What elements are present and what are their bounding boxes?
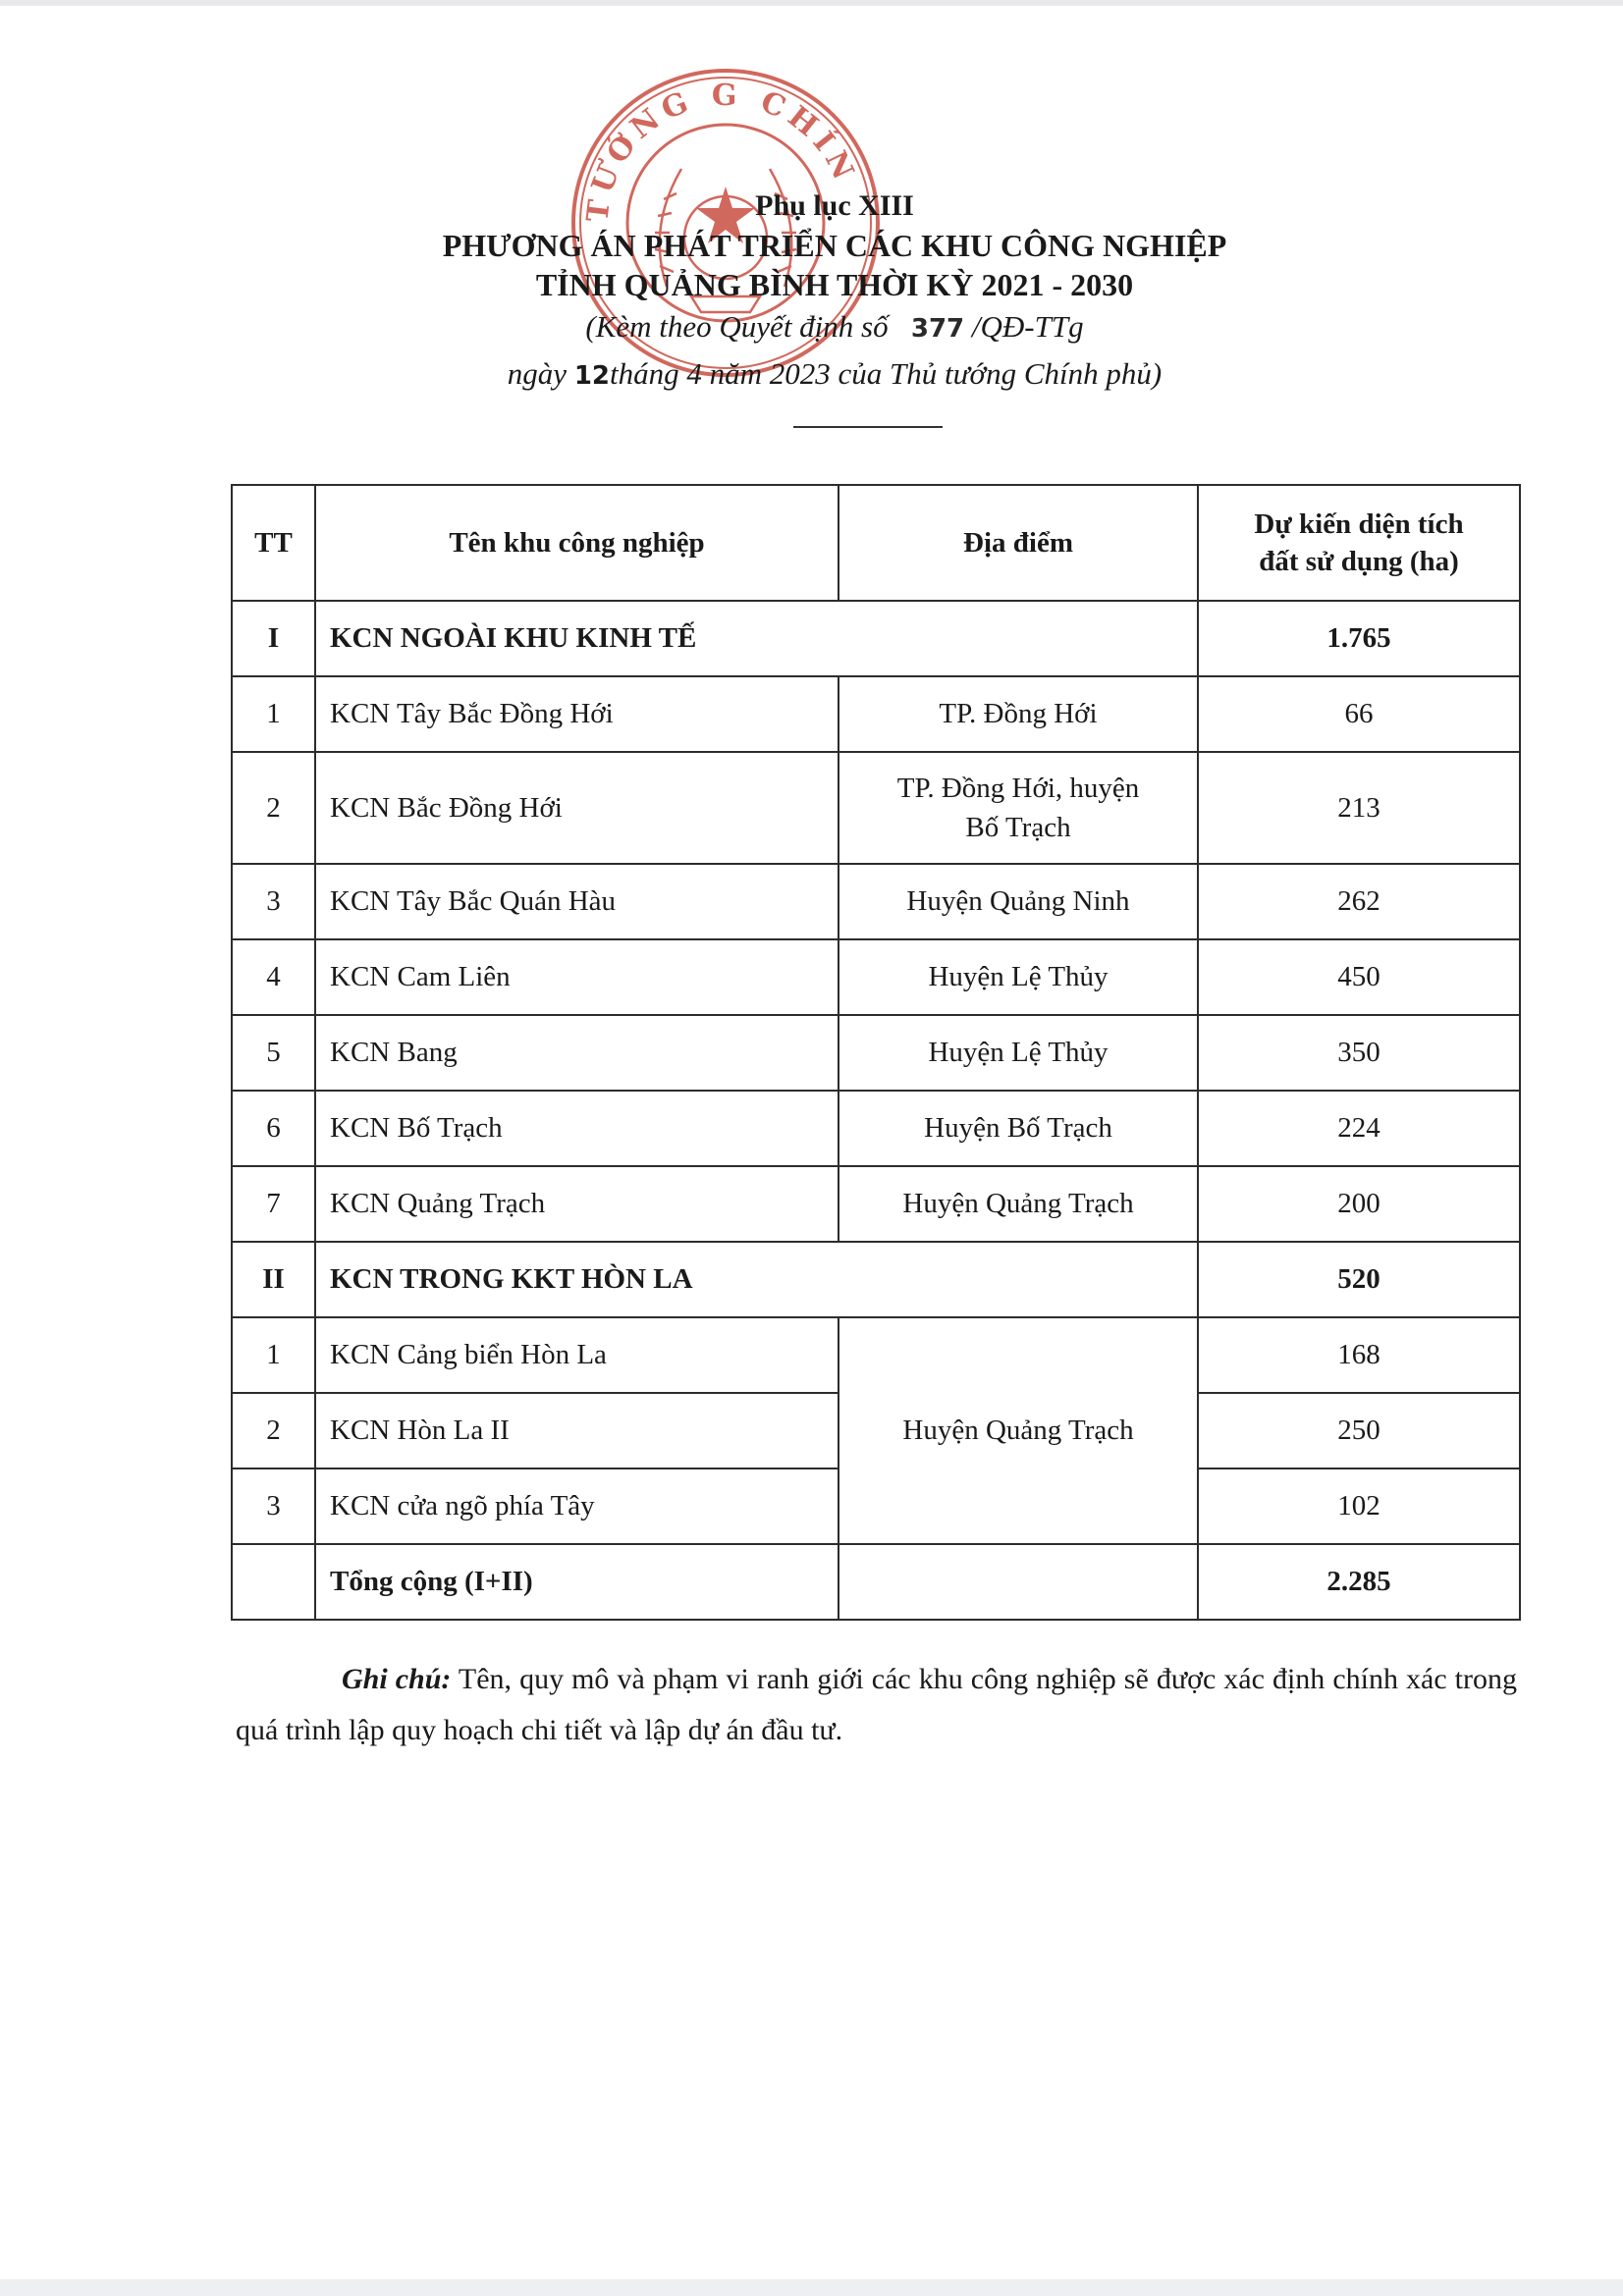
column-header-location: Địa điểm (839, 485, 1198, 601)
row-area: 350 (1198, 1015, 1520, 1091)
table-row (232, 1166, 1520, 1242)
scan-top-edge (0, 0, 1623, 6)
row-area: 224 (1198, 1091, 1520, 1166)
decree-number: 377 (910, 314, 965, 344)
row-location-line2: Bố Trạch (965, 812, 1071, 843)
group-area: 1.765 (1198, 601, 1520, 676)
row-area: 102 (1198, 1468, 1520, 1544)
row-location-line1: TP. Đồng Hới, huyện (896, 773, 1140, 804)
row-location: Huyện Bố Trạch (839, 1091, 1198, 1166)
group-name: KCN NGOÀI KHU KINH TẾ (315, 601, 1198, 676)
row-tt: 3 (232, 864, 315, 939)
total-row (232, 1544, 1520, 1620)
row-name: KCN Bắc Đồng Hới (315, 752, 839, 864)
table-row (232, 676, 1520, 752)
table-row (232, 1091, 1520, 1166)
merged-location: Huyện Quảng Trạch (839, 1317, 1198, 1544)
row-tt: 7 (232, 1166, 315, 1242)
group-name: KCN TRONG KKT HÒN LA (315, 1242, 1198, 1317)
row-area: 450 (1198, 939, 1520, 1015)
group-row (232, 601, 1520, 676)
date-prefix: ngày (507, 356, 568, 391)
row-name: KCN Cảng biển Hòn La (315, 1317, 839, 1393)
table-row (232, 752, 1520, 864)
table-row (232, 864, 1520, 939)
row-area: 213 (1198, 752, 1520, 864)
row-tt: 3 (232, 1468, 315, 1544)
row-location: Huyện Lệ Thủy (839, 939, 1198, 1015)
total-area: 2.285 (1198, 1544, 1520, 1620)
column-header-area-line1: Dự kiến diện tích (1254, 508, 1464, 540)
header-divider (793, 426, 943, 428)
table-header-row (232, 485, 1520, 601)
group-area: 520 (1198, 1242, 1520, 1317)
row-tt: 2 (232, 1393, 315, 1468)
row-tt: 5 (232, 1015, 315, 1091)
row-location: Huyện Quảng Trạch (839, 1166, 1198, 1242)
group-row (232, 1242, 1520, 1317)
date-day: 12 (573, 361, 610, 391)
seal-text: TƯỚNG G CHÍN (580, 78, 863, 224)
table-row (232, 1317, 1520, 1393)
table-row (232, 1015, 1520, 1091)
column-header-tt: TT (232, 485, 315, 601)
row-name: KCN Tây Bắc Đồng Hới (315, 676, 839, 752)
row-name: KCN Hòn La II (315, 1393, 839, 1468)
row-location (839, 752, 1198, 864)
column-header-area (1198, 485, 1520, 601)
group-tt: I (232, 601, 315, 676)
decree-date (295, 351, 1375, 399)
row-tt: 1 (232, 676, 315, 752)
row-tt: 1 (232, 1317, 315, 1393)
row-tt: 4 (232, 939, 315, 1015)
row-area: 168 (1198, 1317, 1520, 1393)
group-tt: II (232, 1242, 315, 1317)
row-location: TP. Đồng Hới (839, 676, 1198, 752)
row-location: Huyện Lệ Thủy (839, 1015, 1198, 1091)
column-header-name: Tên khu công nghiệp (315, 485, 839, 601)
decree-prefix: (Kèm theo Quyết định số (585, 309, 889, 344)
row-area: 262 (1198, 864, 1520, 939)
row-name: KCN Bang (315, 1015, 839, 1091)
total-label: Tổng cộng (I+II) (315, 1544, 839, 1620)
total-tt (232, 1544, 315, 1620)
row-name: KCN Quảng Trạch (315, 1166, 839, 1242)
row-name: KCN Cam Liên (315, 939, 839, 1015)
decree-suffix: /QĐ-TTg (971, 309, 1084, 344)
row-tt: 6 (232, 1091, 315, 1166)
row-name: KCN Tây Bắc Quán Hàu (315, 864, 839, 939)
decree-reference (295, 304, 1375, 351)
date-suffix: tháng 4 năm 2023 của Thủ tướng Chính phủ) (610, 356, 1163, 391)
row-name: KCN cửa ngõ phía Tây (315, 1468, 839, 1544)
row-name: KCN Bố Trạch (315, 1091, 839, 1166)
row-location: Huyện Quảng Ninh (839, 864, 1198, 939)
row-area: 200 (1198, 1166, 1520, 1242)
row-tt: 2 (232, 752, 315, 864)
row-area: 250 (1198, 1393, 1520, 1468)
footnote-text: Tên, quy mô và phạm vi ranh giới các khu công nghiệp sẽ được xác định chính xác trong quá trình lập quy hoạch chi tiết và lập dự án đầu tư. (236, 1663, 1518, 1746)
main-title-line2: TỈNH QUẢNG BÌNH THỜI KỲ 2021 - 2030 (535, 267, 1134, 302)
document-header (295, 187, 1375, 399)
footnote-label: Ghi chú: (342, 1663, 452, 1695)
row-area: 66 (1198, 676, 1520, 752)
column-header-area-line2: đất sử dụng (ha) (1259, 546, 1459, 577)
scan-bottom-edge (0, 2279, 1623, 2296)
main-title-line1: PHƯƠNG ÁN PHÁT TRIỂN CÁC KHU CÔNG NGHIỆP (442, 228, 1227, 263)
footnote (236, 1654, 1517, 1756)
industrial-zones-table (231, 484, 1521, 1621)
total-location (839, 1544, 1198, 1620)
appendix-title: Phụ lục XIII (755, 189, 914, 222)
table-row (232, 939, 1520, 1015)
